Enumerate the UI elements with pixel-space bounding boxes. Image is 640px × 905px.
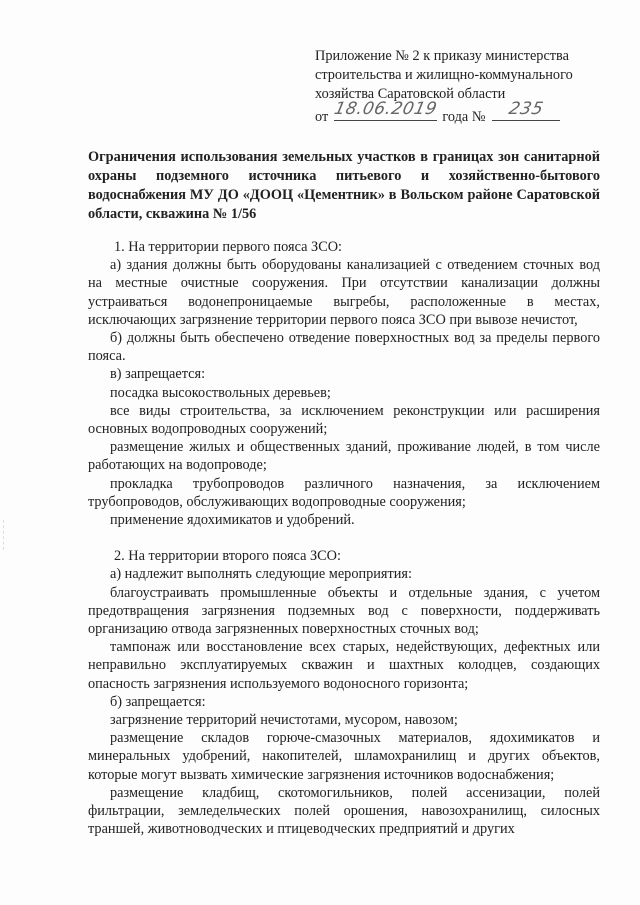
handwritten-date: 18.06.2019 xyxy=(332,99,439,119)
header-line-2: строительства и жилищно-коммунального xyxy=(315,67,573,83)
section-1-item-v1: посадка высокоствольных деревьев; xyxy=(110,384,331,401)
header-line-1: Приложение № 2 к приказу министерства xyxy=(315,48,569,64)
date-blank xyxy=(332,99,439,121)
section-2-heading: 2. На территории второго пояса ЗСО: xyxy=(114,548,341,565)
year-number-label: года № xyxy=(442,109,486,125)
section-2-item-a: а) надлежит выполнять следующие мероприятия: xyxy=(110,566,412,583)
section-2-item-b2: размещение складов горюче-смазочных материалов, ядохимикатов и минеральных удобрений, накопителей, шламохранилищ и других объектов, которые могут вызвать химические загрязнения источников водоснабжения; xyxy=(88,730,600,783)
header-line-3: хозяйства Саратовской области xyxy=(315,86,506,102)
from-label: от xyxy=(315,109,329,125)
section-1-heading: 1. На территории первого пояса ЗСО: xyxy=(114,239,343,255)
section-2-item-b: б) запрещается: xyxy=(110,693,206,710)
number-blank xyxy=(492,99,560,121)
section-1-item-v4: прокладка трубопроводов различного назначения, за исключением трубопроводов, обслуживающих водопроводные сооружения; xyxy=(88,475,600,510)
section-1-item-v5: применение ядохимикатов и удобрений. xyxy=(110,512,355,529)
handwritten-number: 235 xyxy=(507,99,546,119)
section-1-item-b: б) должны быть обеспечено отведение поверхностных вод за пределы первого пояса. xyxy=(88,330,600,365)
header-date-line xyxy=(315,99,605,127)
document-body xyxy=(88,238,600,839)
section-1-item-v3: размещение жилых и общественных зданий, проживание людей, в том числе работающих на водопроводе; xyxy=(88,439,600,474)
section-2-item-b3: размещение кладбищ, скотомогильников, полей ассенизации, полей фильтрации, земледельческих полей орошения, навозохранилищ, силосных траншей, животноводческих и птицеводческих предприятий и других xyxy=(88,784,600,838)
appendix-header xyxy=(315,47,605,127)
section-2-item-b1: загрязнение территорий нечистотами, мусором, навозом; xyxy=(110,712,458,729)
document-title: Ограничения использования земельных участков в границах зон санитарной охраны подземного источника питьевого и хозяйственно-бытового водоснабжения МУ ДО «ДООЦ «Цементник» в Вольском районе Саратовской области, скважина № 1/56 xyxy=(88,149,600,222)
scan-edge-mark xyxy=(3,520,5,550)
section-2-item-a2: тампонаж или восстановление всех старых, недействующих, дефектных или неправильно эксплуатируемых скважин и шахтных колодцев, создающих опасность загрязнения используемого водоносного горизонта; xyxy=(88,639,600,692)
section-1-item-v: в) запрещается: xyxy=(110,366,206,383)
section-1-item-v2: все виды строительства, за исключением реконструкции или расширения основных водопроводных сооружений; xyxy=(88,402,600,438)
section-1-item-a: а) здания должны быть оборудованы канализацией с отведением сточных вод на местные очистные сооружения. При отсутствии канализации должны устраиваться водонепроницаемые выгребы, расположенные в местах, исключающих загрязнение территории первого пояса ЗСО при вывозе нечистот, xyxy=(88,257,600,328)
section-gap xyxy=(88,529,600,547)
section-2-item-a1: благоустраивать промышленные объекты и отдельные здания, с учетом предотвращения загрязнения подземных вод с поверхности, поддерживать организацию отвода загрязненных поверхностных сточных вод; xyxy=(88,584,600,638)
